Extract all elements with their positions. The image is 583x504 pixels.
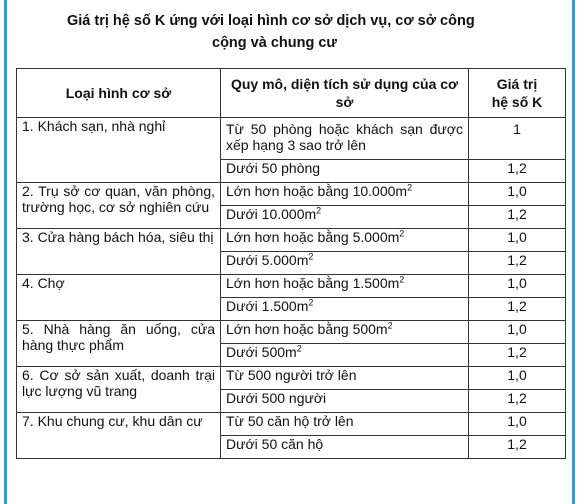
cell-facility-type: 1. Khách sạn, nhà nghỉ — [17, 118, 221, 183]
cell-k-value: 1,0 — [469, 413, 566, 436]
cell-scale-text: Từ 50 phòng hoặc khách sạn được xếp hạng 3 sao trở lên — [226, 121, 463, 153]
unit-superscript: 2 — [296, 343, 302, 354]
cell-scale-text: Dưới 500 người — [226, 390, 327, 406]
cell-scale — [221, 206, 469, 229]
title-line-2: cộng và chung cư — [212, 35, 337, 51]
unit-superscript: 2 — [399, 274, 405, 285]
cell-scale-text: Dưới 10.000m — [226, 206, 317, 222]
header-value — [469, 69, 566, 118]
cell-scale — [221, 413, 469, 436]
cell-scale-text: Lớn hơn hoặc bằng 5.000m — [226, 229, 400, 245]
unit-superscript: 2 — [387, 320, 393, 331]
header-scale: Quy mô, diện tích sử dụng của cơ sở — [221, 69, 469, 118]
cell-k-value: 1,0 — [469, 367, 566, 390]
table-header-row — [17, 69, 566, 118]
table-row — [17, 183, 566, 206]
cell-scale — [221, 252, 469, 275]
cell-scale — [221, 229, 469, 252]
cell-facility-type: 3. Cửa hàng bách hóa, siêu thị — [17, 229, 221, 275]
unit-superscript: 2 — [308, 297, 314, 308]
cell-facility-type: 2. Trụ sở cơ quan, văn phòng, trường học, cơ sở nghiên cứu — [17, 183, 221, 229]
header-type: Loại hình cơ sở — [17, 69, 221, 118]
cell-scale-text: Dưới 500m — [226, 344, 297, 360]
cell-scale — [221, 118, 469, 160]
table-row — [17, 413, 566, 436]
cell-k-value: 1,2 — [469, 390, 566, 413]
cell-scale-text: Lớn hơn hoặc bằng 500m — [226, 321, 388, 337]
cell-k-value: 1,0 — [469, 275, 566, 298]
document-title — [67, 10, 537, 54]
cell-scale — [221, 183, 469, 206]
unit-superscript: 2 — [308, 251, 314, 262]
cell-scale — [221, 160, 469, 183]
table-row — [17, 321, 566, 344]
cell-scale — [221, 344, 469, 367]
cell-scale — [221, 298, 469, 321]
cell-k-value: 1,2 — [469, 298, 566, 321]
cell-scale-text: Lớn hơn hoặc bằng 10.000m — [226, 183, 408, 199]
cell-scale-text: Lớn hơn hoặc bằng 1.500m — [226, 275, 400, 291]
cell-scale — [221, 367, 469, 390]
title-line-1: Giá trị hệ số K ứng với loại hình cơ sở dịch vụ, cơ sở công — [67, 13, 475, 29]
unit-superscript: 2 — [316, 205, 322, 216]
cell-scale — [221, 321, 469, 344]
cell-scale — [221, 275, 469, 298]
cell-scale — [221, 436, 469, 459]
cell-k-value: 1 — [469, 118, 566, 160]
cell-k-value: 1,2 — [469, 206, 566, 229]
table-row — [17, 118, 566, 160]
cell-scale-text: Dưới 50 căn hộ — [226, 436, 324, 452]
cell-k-value: 1,2 — [469, 252, 566, 275]
header-value-line-1: Giá trị — [496, 76, 538, 92]
cell-k-value: 1,0 — [469, 183, 566, 206]
cell-facility-type: 4. Chợ — [17, 275, 221, 321]
cell-scale — [221, 390, 469, 413]
cell-facility-type: 5. Nhà hàng ăn uống, cửa hàng thực phẩm — [17, 321, 221, 367]
table-row — [17, 229, 566, 252]
cell-scale-text: Dưới 1.500m — [226, 298, 309, 314]
cell-k-value: 1,2 — [469, 160, 566, 183]
table-body — [17, 118, 566, 459]
cell-facility-type: 6. Cơ sở sản xuất, doanh trại lực lượng vũ trang — [17, 367, 221, 413]
table-row — [17, 367, 566, 390]
unit-superscript: 2 — [399, 228, 405, 239]
cell-scale-text: Từ 500 người trở lên — [226, 367, 357, 383]
cell-scale-text: Dưới 50 phòng — [226, 160, 321, 176]
cell-k-value: 1,2 — [469, 344, 566, 367]
table-row — [17, 275, 566, 298]
cell-k-value: 1,2 — [469, 436, 566, 459]
k-coefficient-table — [16, 68, 566, 459]
cell-k-value: 1,0 — [469, 229, 566, 252]
cell-scale-text: Dưới 5.000m — [226, 252, 309, 268]
unit-superscript: 2 — [407, 182, 413, 193]
cell-k-value: 1,0 — [469, 321, 566, 344]
cell-facility-type: 7. Khu chung cư, khu dân cư — [17, 413, 221, 459]
cell-scale-text: Từ 50 căn hộ trở lên — [226, 413, 354, 429]
header-value-line-2: hệ số K — [491, 94, 543, 110]
